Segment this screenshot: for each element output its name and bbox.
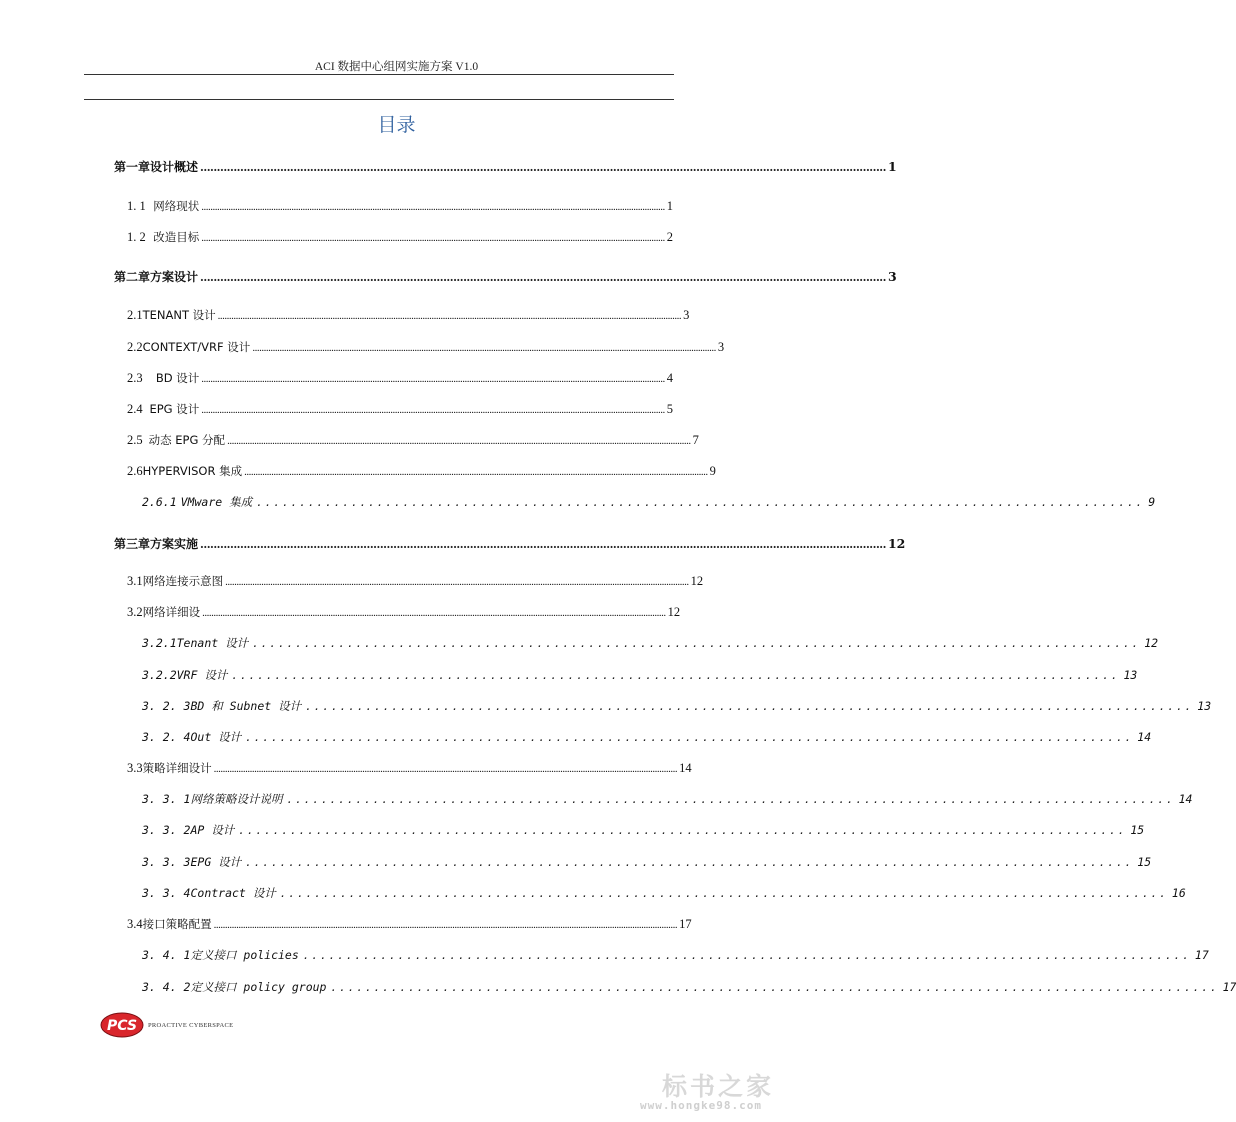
toc-entry-label: Contract 设计 (190, 886, 276, 900)
toc-entry[interactable] (127, 604, 681, 620)
pcs-logo (100, 1012, 144, 1038)
toc-entry[interactable] (127, 229, 673, 245)
toc-entry-number: 第二章 (114, 270, 151, 284)
toc-entry-label: AP 设计 (190, 823, 235, 837)
toc-entry-label: Tenant 设计 (176, 636, 249, 650)
toc-entry[interactable] (127, 370, 673, 386)
toc-leader-dots: .............................................................................................................................................................................................................. (225, 576, 689, 588)
toc-entry-label: TENANT 设计 (142, 308, 216, 322)
toc-entry-page: 12 (667, 605, 681, 619)
toc-entry-number: 3. 4. 1 (142, 948, 191, 962)
toc-entry-number: 3. 3. 4 (142, 886, 191, 900)
toc-entry-number: 第一章 (114, 160, 151, 174)
toc-entry-page: 7 (692, 433, 699, 447)
toc-leader-dots: .............................................................................................................................................................................................................. (213, 919, 678, 931)
toc-leader-dots: ....................................................................................................... (302, 949, 1191, 962)
toc-entry-page: 14 (1137, 730, 1152, 744)
toc-entry-label: BD 和 Subnet 设计 (190, 699, 302, 713)
toc-entry-number: 3. 2. 3 (142, 699, 191, 713)
toc-entry-page: 5 (666, 402, 673, 416)
toc-entry-label: BD 设计 (155, 371, 200, 385)
toc-entry-label: 接口策略配置 (142, 917, 212, 931)
page-header-title: ACI 数据中心组网实施方案 V1.0 (314, 61, 479, 73)
toc-leader-dots: .............................................................................................................................................................................................................. (252, 342, 716, 354)
toc-entry-label: EPG 设计 (190, 855, 242, 869)
toc-entry-page: 14 (679, 761, 692, 775)
toc-entry-label: HYPERVISOR 集成 (142, 464, 243, 478)
toc-entry[interactable] (142, 494, 1156, 510)
toc-entry[interactable] (142, 979, 1236, 995)
toc-entry[interactable] (142, 947, 1209, 963)
toc-entry[interactable] (142, 667, 1138, 683)
toc-entry-page: 13 (1123, 668, 1138, 682)
toc-entry-number: 3.2.1 (142, 636, 177, 650)
toc-entry-page: 1 (666, 199, 673, 213)
toc-leader-dots: ....................................................................................................... (231, 669, 1120, 682)
toc-entry[interactable] (127, 916, 692, 932)
toc-entry-page: 12 (1144, 636, 1159, 650)
toc-entry-page: 17 (1222, 980, 1236, 994)
toc-leader-dots: ....................................................................................................... (286, 793, 1175, 806)
toc-entry[interactable] (142, 822, 1145, 838)
toc-entry-number: 3.3 (127, 761, 143, 775)
toc-leader-dots: .............................................................................................................................................................................................................. (201, 373, 665, 385)
toc-entry[interactable] (127, 198, 673, 214)
toc-entry-page: 9 (709, 464, 716, 478)
toc-entry[interactable] (142, 698, 1212, 714)
toc-entry-number: 3. 3. 1 (142, 792, 191, 806)
toc-title: 目录 (377, 114, 416, 136)
toc-entry-page: 2 (666, 230, 673, 244)
toc-entry[interactable] (127, 760, 692, 776)
toc-entry-page: 13 (1197, 699, 1212, 713)
toc-entry-label: 设计概述 (150, 160, 199, 174)
toc-entry-number: 2.6 (127, 464, 143, 478)
header-rule-bottom (84, 99, 674, 100)
toc-entry-number: 2.6.1 (142, 495, 177, 509)
toc-entry-label: EPG 设计 (149, 402, 200, 416)
toc-leader-dots: .............................................................................................................................................................................................................. (202, 607, 666, 619)
toc-leader-dots: ....................................................................................................... (279, 887, 1168, 900)
watermark-site-name: 标书之家 (662, 1072, 775, 1101)
toc-entry-number: 2.2 (127, 340, 143, 354)
toc-entry-number: 3. 4. 2 (142, 980, 191, 994)
toc-leader-dots: .............................................................................................................................................................................................................. (244, 466, 708, 478)
toc-leader-dots: ....................................................................................................... (256, 496, 1145, 509)
toc-entry-label: 网络策略设计说明 (190, 792, 283, 806)
toc-entry-number: 2.3 (127, 371, 143, 385)
toc-entry-number: 1. 2 (127, 230, 146, 244)
footer-company-name: PROACTIVE CYBERSPACE (148, 1022, 234, 1029)
toc-entry[interactable] (127, 339, 725, 355)
toc-leader-dots: .............................................................................................................................................................................................................. (200, 161, 886, 174)
toc-entry[interactable] (114, 268, 897, 285)
toc-entry-page: 1 (887, 159, 897, 174)
toc-entry-label: 策略详细设计 (142, 761, 212, 775)
toc-entry-page: 15 (1137, 855, 1152, 869)
toc-entry-label: 方案设计 (150, 270, 199, 284)
toc-entry[interactable] (127, 463, 716, 479)
toc-leader-dots: .............................................................................................................................................................................................................. (213, 763, 678, 775)
toc-entry-number: 3.1 (127, 574, 143, 588)
toc-entry-number: 1. 1 (127, 199, 146, 213)
toc-entry-page: 12 (887, 536, 906, 551)
toc-entry-number: 3. 3. 2 (142, 823, 191, 837)
toc-entry-page: 15 (1130, 823, 1145, 837)
toc-entry-label: Out 设计 (190, 730, 242, 744)
toc-entry[interactable] (142, 635, 1159, 651)
toc-leader-dots: .............................................................................................................................................................................................................. (227, 435, 691, 447)
toc-entry-number: 2.1 (127, 308, 143, 322)
toc-entry-label: 改造目标 (153, 230, 200, 244)
toc-entry-number: 3.4 (127, 917, 143, 931)
toc-entry-page: 3 (683, 308, 690, 322)
toc-leader-dots: .............................................................................................................................................................................................................. (200, 538, 886, 551)
toc-entry-label: 网络现状 (153, 199, 200, 213)
toc-entry-label: VMware 集成 (180, 495, 253, 509)
toc-entry[interactable] (142, 791, 1193, 807)
toc-entry-label: 网络连接示意图 (142, 574, 224, 588)
toc-entry[interactable] (142, 885, 1186, 901)
toc-entry-number: 第三章 (114, 537, 151, 551)
toc-leader-dots: ....................................................................................................... (245, 731, 1134, 744)
toc-leader-dots: ....................................................................................................... (245, 856, 1134, 869)
header-rule-top (84, 74, 674, 75)
toc-entry-page: 9 (1148, 495, 1156, 509)
toc-entry-page: 17 (1194, 948, 1209, 962)
toc-leader-dots: ....................................................................................................... (252, 637, 1141, 650)
toc-entry[interactable] (127, 307, 690, 323)
toc-entry-number: 3.2 (127, 605, 143, 619)
toc-entry-label: CONTEXT/VRF 设计 (142, 340, 251, 354)
toc-entry[interactable] (142, 854, 1152, 870)
toc-entry-label: 动态 EPG 分配 (148, 433, 226, 447)
pcs-logo-text: PCS (106, 1018, 138, 1034)
toc-leader-dots: .............................................................................................................................................................................................................. (201, 201, 665, 213)
toc-entry-page: 4 (666, 371, 673, 385)
toc-entry-number: 3.2.2 (142, 668, 177, 682)
toc-leader-dots: ....................................................................................................... (305, 700, 1194, 713)
toc-entry-label: 方案实施 (150, 537, 199, 551)
toc-entry-number: 3. 3. 3 (142, 855, 191, 869)
toc-entry-page: 3 (887, 269, 897, 284)
toc-entry-page: 17 (679, 917, 692, 931)
toc-entry-page: 12 (690, 574, 704, 588)
toc-leader-dots: .............................................................................................................................................................................................................. (201, 232, 665, 244)
toc-leader-dots: ....................................................................................................... (238, 824, 1127, 837)
toc-entry-label: VRF 设计 (176, 668, 228, 682)
toc-entry[interactable] (114, 158, 897, 175)
toc-leader-dots: .............................................................................................................................................................................................................. (200, 271, 886, 284)
toc-entry[interactable] (127, 401, 673, 417)
toc-entry-number: 2.5 (127, 433, 143, 447)
watermark-url: www.hongke98.com (640, 1099, 762, 1112)
toc-entry-label: 网络详细设 (142, 605, 201, 619)
toc-entry-number: 2.4 (127, 402, 143, 416)
toc-entry[interactable] (142, 729, 1152, 745)
toc-entry-label: 定义接口 policy group (190, 980, 327, 994)
toc-leader-dots: .............................................................................................................................................................................................................. (217, 310, 682, 322)
toc-entry-number: 3. 2. 4 (142, 730, 191, 744)
toc-entry-page: 14 (1178, 792, 1193, 806)
toc-leader-dots: ....................................................................................................... (330, 981, 1219, 994)
toc-entry[interactable] (114, 535, 906, 552)
toc-entry[interactable] (127, 432, 699, 448)
toc-entry[interactable] (127, 573, 704, 589)
toc-entry-label: 定义接口 policies (190, 948, 299, 962)
toc-leader-dots: .............................................................................................................................................................................................................. (201, 404, 665, 416)
toc-entry-page: 3 (717, 340, 725, 354)
toc-entry-page: 16 (1171, 886, 1186, 900)
